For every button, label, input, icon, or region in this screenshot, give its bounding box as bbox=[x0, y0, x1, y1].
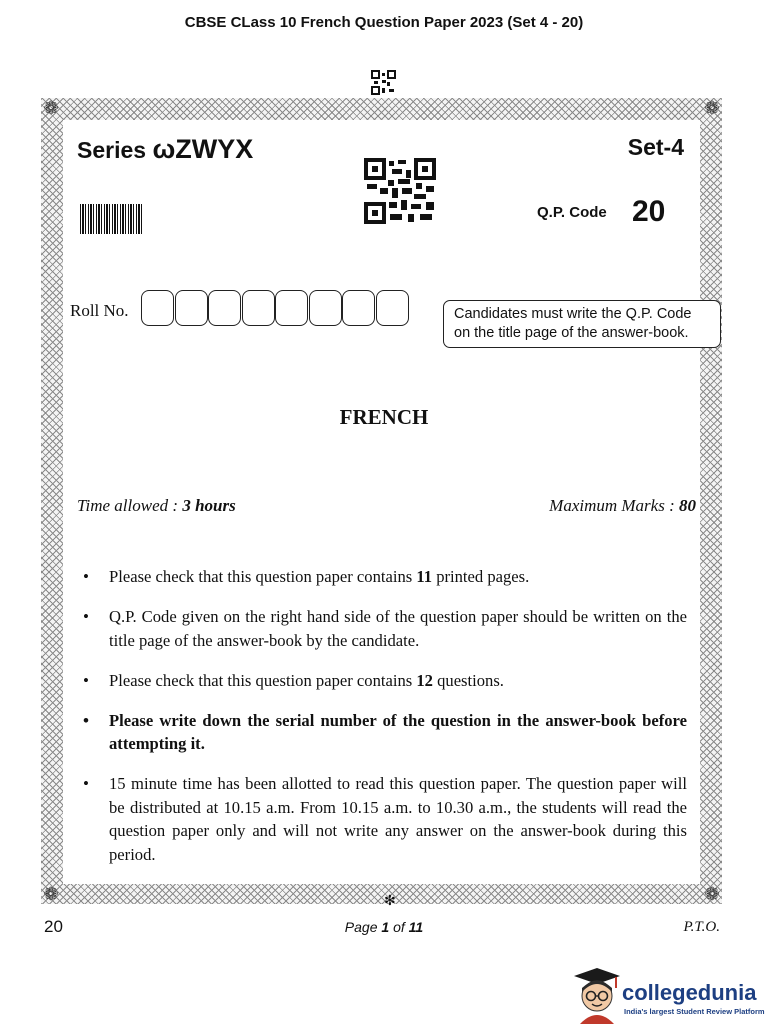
roll-number-box[interactable] bbox=[141, 290, 174, 326]
page-number: Page 1 of 11 bbox=[344, 919, 424, 935]
time-label: Time allowed : bbox=[77, 496, 179, 515]
instructions-list bbox=[81, 565, 687, 883]
brand-mascot-icon bbox=[572, 966, 622, 1024]
time-value: 3 hours bbox=[182, 496, 236, 515]
corner-ornament-icon: ❁ bbox=[704, 98, 720, 118]
instruction-item: • Please write down the serial number of the question in the answer-book before attempting it. bbox=[81, 709, 687, 756]
instruction-item: • 15 minute time has been allotted to read this question paper. The question paper will be distributed at 10.15 a.m. From 10.15 a.m. to 10.30 a.m., the students will read the question paper only and will not write any answer on the answer-book during this period. bbox=[81, 772, 687, 866]
time-allowed bbox=[77, 496, 236, 516]
note-line-1: Candidates must write the Q.P. Code bbox=[454, 306, 692, 322]
series-label bbox=[77, 134, 253, 165]
subject-title: FRENCH bbox=[339, 405, 429, 429]
series-text: Series bbox=[77, 137, 147, 163]
corner-ornament-icon: ❁ bbox=[43, 884, 59, 904]
corner-ornament-icon: ❁ bbox=[43, 98, 59, 118]
qp-code-label: Q.P. Code bbox=[537, 204, 607, 221]
instruction-item: • Please check that this question paper contains 11 printed pages. bbox=[81, 565, 687, 589]
footer-star-icon: ✻ bbox=[384, 894, 396, 909]
corner-ornament-icon: ❁ bbox=[704, 884, 720, 904]
page-code: 20 bbox=[44, 917, 63, 936]
small-qr-code bbox=[371, 70, 396, 95]
roll-number-box[interactable] bbox=[275, 290, 308, 326]
set-number: Set-4 bbox=[627, 134, 684, 160]
brand-tagline: India's largest Student Review Platform bbox=[624, 1007, 765, 1016]
barcode bbox=[80, 204, 142, 234]
qp-code-value: 20 bbox=[632, 195, 666, 228]
roll-number-box[interactable] bbox=[208, 290, 241, 326]
note-line-2: on the title page of the answer-book. bbox=[454, 325, 689, 341]
instruction-item: • Please check that this question paper contains 12 questions. bbox=[81, 669, 687, 693]
roll-number-label: Roll No. bbox=[70, 301, 129, 320]
pto-label: P.T.O. bbox=[683, 919, 720, 935]
instruction-item: • Q.P. Code given on the right hand side of the question paper should be written on the title page of the answer-book by the candidate. bbox=[81, 605, 687, 652]
document-title: CBSE CLass 10 French Question Paper 2023 (Set 4 - 20) bbox=[184, 14, 584, 31]
roll-number-box[interactable] bbox=[376, 290, 409, 326]
roll-number-box[interactable] bbox=[175, 290, 208, 326]
series-code: ωZWYX bbox=[152, 134, 254, 164]
roll-number-box[interactable] bbox=[242, 290, 275, 326]
roll-number-box[interactable] bbox=[342, 290, 375, 326]
marks-value: 80 bbox=[679, 496, 696, 515]
roll-number-box[interactable] bbox=[309, 290, 342, 326]
candidate-note bbox=[443, 300, 721, 348]
brand-name[interactable]: collegedunia bbox=[622, 980, 757, 1005]
maximum-marks bbox=[549, 496, 696, 516]
qr-code bbox=[364, 158, 436, 224]
marks-label: Maximum Marks : bbox=[549, 496, 675, 515]
